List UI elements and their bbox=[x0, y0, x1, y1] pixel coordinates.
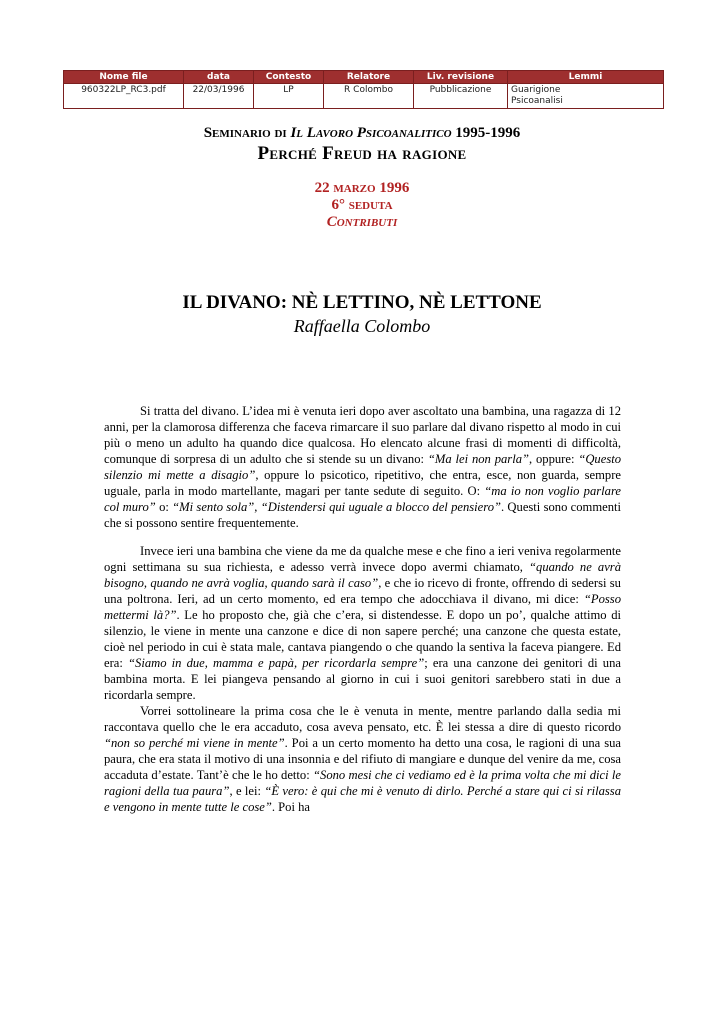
article-title: IL DIVANO: NÈ LETTINO, NÈ LETTONE bbox=[182, 292, 542, 313]
book-title: Perché Freud ha ragione bbox=[257, 143, 467, 164]
cell-revision: Pubblicazione bbox=[414, 84, 508, 109]
series-name: Il Lavoro Psicoanalitico bbox=[290, 125, 452, 141]
header-data: data bbox=[184, 71, 254, 84]
header-contesto: Contesto bbox=[254, 71, 324, 84]
article-author: Raffaella Colombo bbox=[293, 316, 431, 336]
lemma-1: Guarigione bbox=[511, 85, 561, 95]
cell-file-name: 960322LP_RC3.pdf bbox=[64, 84, 184, 109]
header-nome-file: Nome file bbox=[64, 71, 184, 84]
series-years: 1995-1996 bbox=[455, 125, 521, 141]
metadata-header-row bbox=[64, 71, 664, 84]
paragraph-1: Si tratta del divano. L’idea mi è venuta ieri dopo aver ascoltato una bambina, una ragazza di 12 anni, per la clamorosa differenza che faceva rimarcare il suo parlare dal divano rispetto al modo in cui più o meno un adulto ha quando dice qualcosa. Ho elencato alcune frasi di momenti di difficoltà, comunque di sorpresa di un adulto che si stende su un divano: “Ma lei non parla”, oppure: “Questo silenzio mi mette a disagio”, oppure lo psicotico, ripetitivo, che entra, esce, non guarda, sempre uguale, parla in modo martellante, magari per tante sedute di seguito. O: “ma io non voglio parlare col muro” o: “Mi sento sola”, “Distendersi qui uguale a blocco del pensiero”. Questi sono commenti che si possono sentire frequentemente. bbox=[104, 404, 622, 530]
header-liv-revisione: Liv. revisione bbox=[414, 71, 508, 84]
series-prefix: Seminario di bbox=[203, 125, 287, 141]
seminar-date: 22 marzo 1996 bbox=[314, 180, 410, 196]
header-relatore: Relatore bbox=[324, 71, 414, 84]
document-metadata-table bbox=[63, 70, 664, 109]
cell-date: 22/03/1996 bbox=[184, 84, 254, 109]
lemma-2: Psicoanalisi bbox=[511, 96, 563, 106]
seminar-series-line bbox=[0, 125, 724, 142]
cell-lemmi bbox=[508, 84, 664, 109]
header-lemmi: Lemmi bbox=[508, 71, 664, 84]
paragraph-2: Invece ieri una bambina che viene da me da qualche mese e che fino a ieri veniva regolarmente ogni settimana su sua richiesta, e adesso verrà invece dopo avermi chiamato, “quando ne avrà bisogno, quando ne avrà voglia, quando sarà il caso”, e che io ricevo di fronte, offrendo di sedersi su una poltrona. Ieri, ad un certo momento, ed era tempo che adocchiava il divano, mi dice: “Posso mettermi là?”. Le ho proposto che, già che c’era, si distendesse. E dopo un po’, qualche attimo di silenzio, le viene in mente una canzone e dice di non sapere perché; una canzone che questa estate, cioè nel periodo in cui è stata male, cantava piangendo o che quando la sentiva la faceva piangere. Ed era: “Siamo in due, mamma e papà, per ricordarla sempre”; era una canzone dei genitori di una bambina morta. E lei piangeva pensando al giorno in cui i suoi genitori sarebbero stati in due a ricordarla sempre. Vorrei sottolineare la prima cosa che le è venuta in mente, mentre parlando dalla sedia mi raccontava quello che le era accaduto, cosa aveva pensato, etc. È lei stessa a dire di questo ricordo “non so perché mi viene in mente”. Poi a un certo momento ha detto una cosa, le ragioni di una sua paura, che era stata il motivo di una insonnia e del rifiuto di mangiare e dunque del venire da me, cosa accaduta d’estate. Tant’è che le ho detto: “Sono mesi che ci vediamo ed è la prima volta che mi dici le ragioni della tua paura”, e lei: “È vero: è qui che mi è venuto di dirlo. Perché a stare qui ci si rilassa e vengono in mente tutte le cose”. Poi ha bbox=[104, 544, 621, 814]
session-number: 6° seduta bbox=[331, 197, 393, 213]
cell-context: LP bbox=[254, 84, 324, 109]
metadata-row bbox=[64, 84, 664, 109]
cell-speaker: R Colombo bbox=[324, 84, 414, 109]
contributions-label: Contributi bbox=[326, 214, 398, 230]
